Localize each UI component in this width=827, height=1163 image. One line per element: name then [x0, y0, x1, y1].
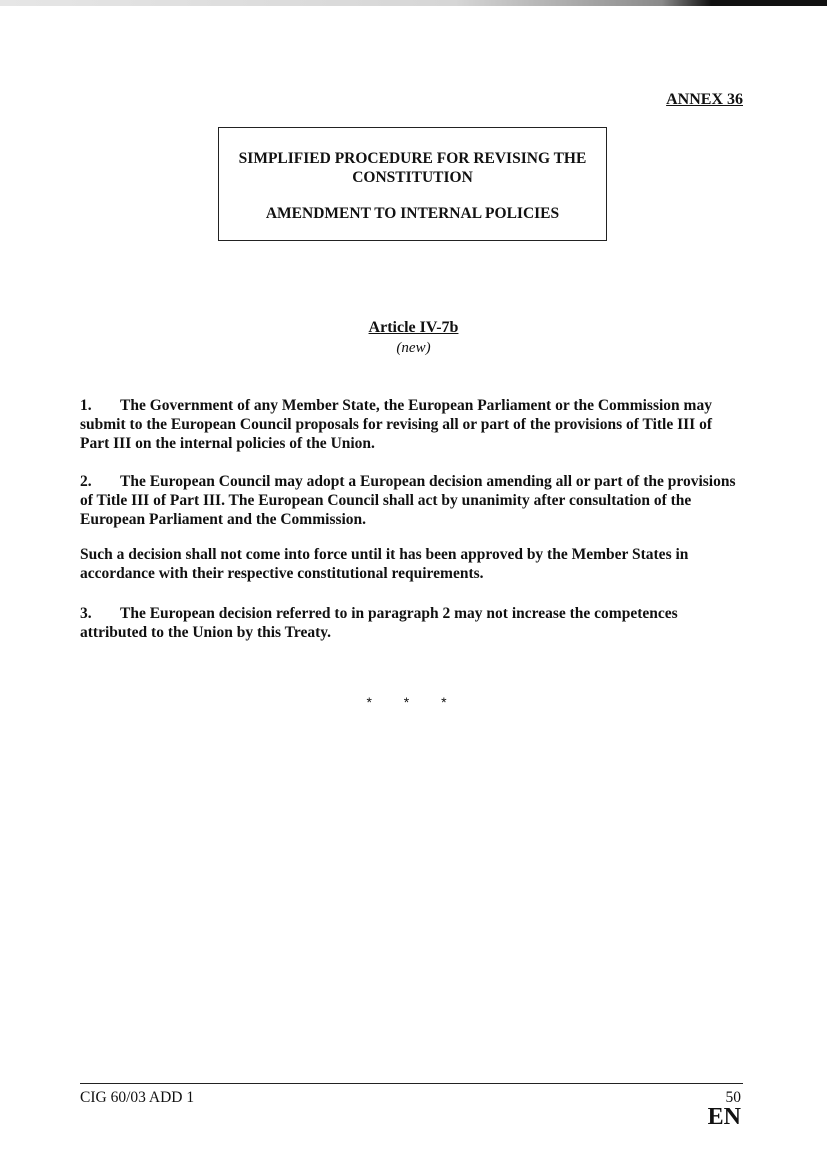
paragraph-2	[80, 472, 740, 529]
article-heading: Article IV-7b	[368, 319, 459, 336]
paragraph-number: 1.	[80, 397, 92, 414]
paragraph-number: 2.	[80, 473, 92, 490]
article-note: (new)	[396, 340, 431, 356]
section-separator: * * *	[366, 694, 461, 710]
paragraph-text: The European Council may adopt a European decision amending all or part of the provisions of Title III of Part III. The European Council shall act by unanimity after consultation of the European Parliament and the Commission.	[80, 473, 736, 528]
language-code: EN	[707, 1104, 741, 1130]
paragraph-text: The European decision referred to in paragraph 2 may not increase the competences attributed to the Union by this Treaty.	[80, 605, 678, 641]
page-number: 50	[725, 1089, 741, 1106]
scan-edge	[0, 0, 827, 6]
document-subtitle: AMENDMENT TO INTERNAL POLICIES	[265, 205, 560, 222]
paragraph-1	[80, 396, 740, 453]
footer-divider	[80, 1083, 743, 1084]
document-title: SIMPLIFIED PROCEDURE FOR REVISING THE CONSTITUTION	[238, 150, 587, 186]
paragraph-2-continued	[80, 545, 740, 583]
document-reference: CIG 60/03 ADD 1	[80, 1089, 195, 1106]
paragraph-text: Such a decision shall not come into force until it has been approved by the Member States in accordance with their respective constitutional requirements.	[80, 546, 689, 582]
paragraph-number: 3.	[80, 605, 92, 622]
paragraph-3	[80, 604, 740, 642]
title-box	[218, 127, 607, 241]
annex-label: ANNEX 36	[666, 91, 743, 108]
paragraph-text: The Government of any Member State, the European Parliament or the Commission may submit to the European Council proposals for revising all or part of the provisions of Title III of Part III on the internal policies of the Union.	[80, 397, 712, 452]
